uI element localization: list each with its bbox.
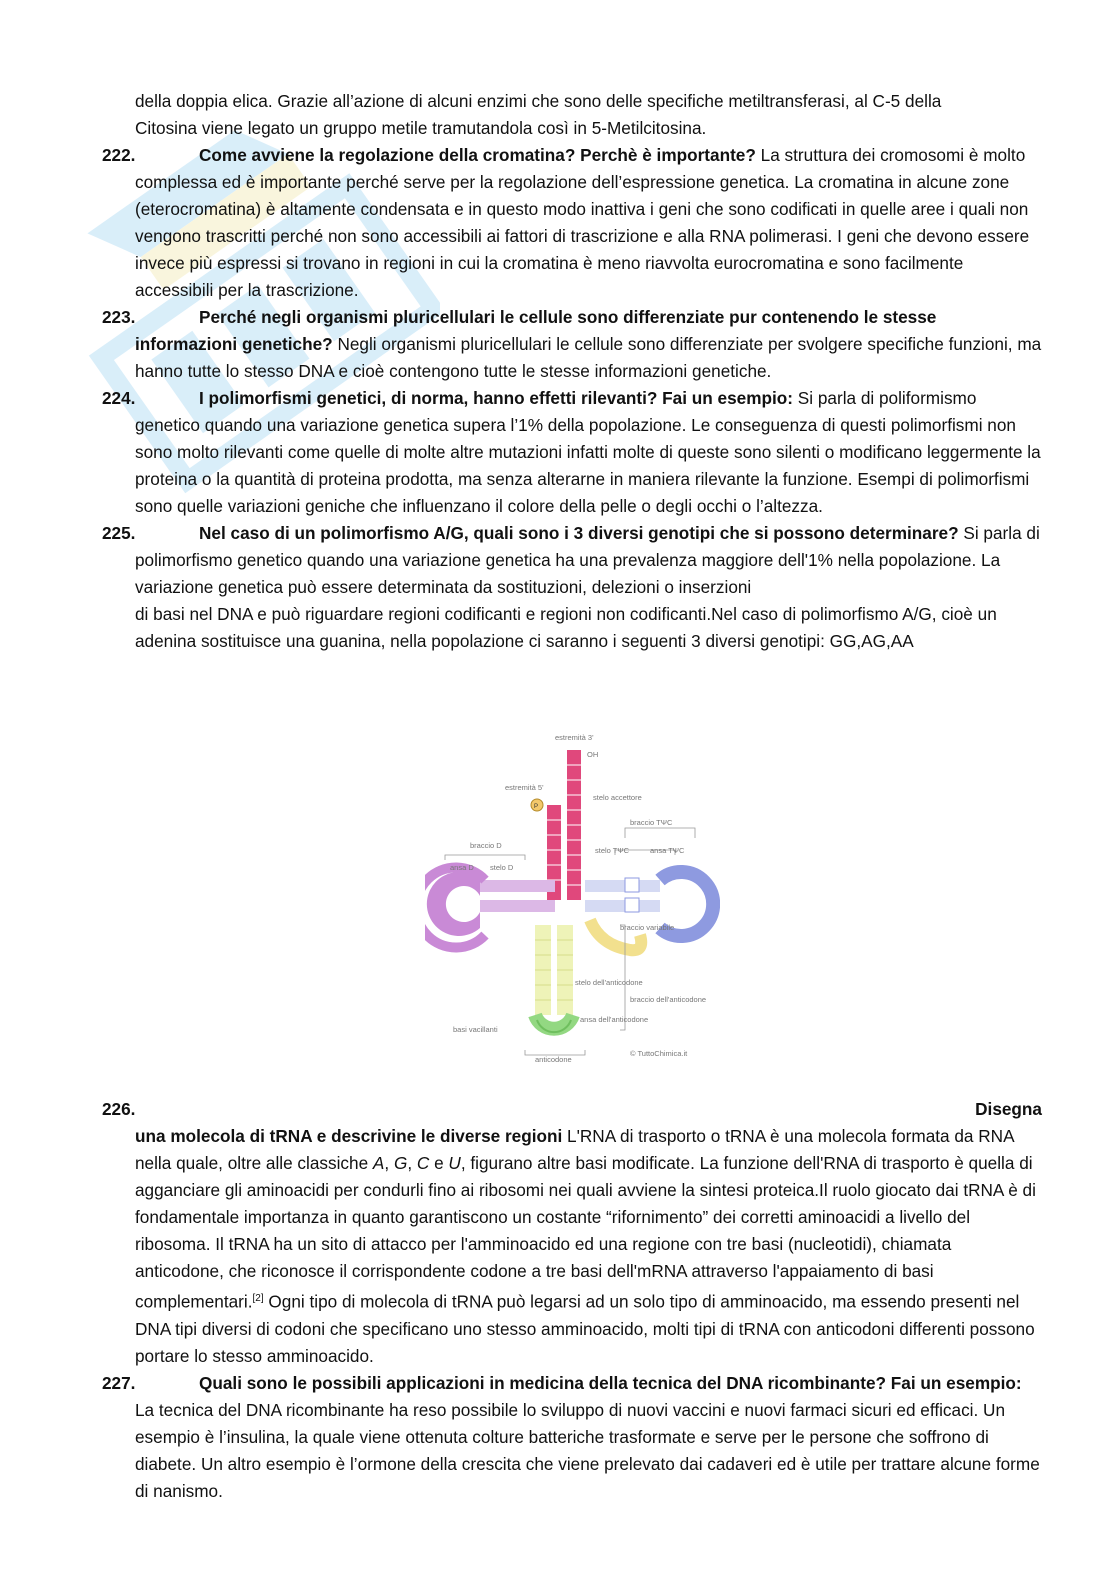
answer-text-continued: di basi nel DNA e può riguardare regioni codificanti e regioni non codificanti.Nel caso di polimorfismo A/G, cioè un adenina sostituisce una guanina, nella popolazione ci saranno i seguenti 3 diversi genotipi: GG,AG,AA — [135, 604, 997, 651]
answer-text: L'RNA di trasporto o tRNA è una molecola formata da RNA nella quale, oltre alle classiche — [135, 1126, 1014, 1173]
label-ansa-anticodone: ansa dell'anticodone — [580, 1015, 649, 1024]
label-braccio-variabile: braccio variabile — [620, 923, 675, 932]
label-braccio-tpsic: braccio TΨC — [630, 818, 673, 827]
question-number: 227. — [102, 1372, 136, 1393]
label-braccio-anticodone: braccio dell'anticodone — [630, 995, 707, 1004]
question-text: Perché negli organismi pluricellulari le cellule sono differenziate pur contenendo le stesse informazioni genetiche? — [135, 307, 937, 354]
base-u: U — [448, 1153, 461, 1173]
question-number: 223. — [102, 307, 136, 327]
label-estremita-3: estremità 3' — [555, 733, 594, 742]
label-stelo-anticodone: stelo dell'anticodone — [575, 978, 643, 987]
label-estremita-5: estremità 5' — [505, 783, 544, 792]
label-stelo-tpsic: stelo TΨC — [595, 846, 630, 855]
trna-diagram — [425, 730, 720, 1070]
intro-line-2: Citosina viene legato un gruppo metile tramutandola così in 5-Metilcitosina. — [135, 118, 707, 138]
answer-text: Negli organismi pluricellulari le cellule sono differenziate per svolgere specifiche funzioni, ma hanno tutte lo stesso DNA e cioè contengono tutte le stesse informazioni genetiche. — [135, 334, 1042, 381]
answer-text: La struttura dei cromosomi è molto complessa ed è importante perché serve per la regolazione dell’espressione genetica. La cromatina in alcune zone (eterocromatina) è altamente condensata e in questo modo inattiva i geni che sono codificati in quelle aree i quali non vengono trascritti perché non sono accessibili ai fattori di trascrizione e alla RNA polimerasi. I geni che devono essere invece più espressi si trovano in regioni in cui la cromatina è meno riavvolta eurocromatina e sono facilmente accessibili per la trascrizione. — [135, 145, 1030, 300]
question-text: Come avviene la regolazione della cromatina? Perchè è importante? — [199, 145, 756, 165]
base-g: G — [393, 1153, 408, 1173]
answer-text-end: Ogni tipo di molecola di tRNA può legarsi ad un solo tipo di amminoacido, ma essendo presenti nel DNA tipi diversi di codoni che specificano uno stesso amminoacido, molti tipi di tRNA con anticodoni differenti possono portare lo stesso amminoacido. — [135, 1291, 1035, 1366]
answer-text: Si parla di polimorfismo genetico quando una variazione genetica ha una prevalenza maggiore dell'1% nella popolazione. La variazione genetica può essere determinata da sostituzioni, delezioni o inserzioni — [135, 523, 1040, 597]
label-ansa-tpsic: ansa TΨC — [650, 846, 685, 855]
question-223 — [102, 304, 1042, 385]
question-text: I polimorfismi genetici, di norma, hanno effetti rilevanti? Fai un esempio: — [199, 388, 794, 408]
label-ansa-d: ansa D — [450, 863, 474, 872]
question-text: una molecola di tRNA e descrivine le diverse regioni — [135, 1126, 563, 1146]
question-222 — [102, 142, 1042, 304]
text-block-top — [102, 88, 1042, 655]
question-224 — [102, 385, 1042, 520]
question-text-start: Disegna — [975, 1099, 1042, 1119]
question-text: Nel caso di un polimorfismo A/G, quali sono i 3 diversi genotipi che si possono determinare? — [199, 523, 959, 543]
base-a: A — [372, 1153, 385, 1173]
intro-line-1: della doppia elica. Grazie all’azione di alcuni enzimi che sono delle specifiche metiltransferasi, al C-5 della — [135, 91, 942, 111]
question-227 — [102, 1370, 1042, 1505]
label-braccio-d: braccio D — [470, 841, 502, 850]
answer-text: Si parla di poliformismo genetico quando una variazione genetica supera l’1% della popolazione. Le conseguenza di questi polimorfismi non sono molto rilevanti come quelle di molte altre mutazioni infatti molte di queste sono silenti o modificano leggermente la proteina o la quantità di proteina prodotta, ma senza alterarne in maniera rilevante la funzione. Esempi di polimorfismi sono quelle variazioni geniche che influenzano il colore della pelle o degli occhi o l’altezza. — [135, 388, 1041, 516]
label-basi-vacillanti: basi vacillanti — [453, 1025, 498, 1034]
question-number: 222. — [102, 145, 136, 165]
question-225 — [102, 520, 1042, 655]
question-number: 224. — [102, 388, 136, 408]
label-copyright: © TuttoChimica.it — [630, 1049, 688, 1058]
question-number: 226. — [102, 1099, 136, 1119]
intro-paragraph — [102, 88, 1042, 142]
label-oh: OH — [587, 750, 599, 759]
question-number: 225. — [102, 523, 136, 543]
label-stelo-accettore: stelo accettore — [593, 793, 642, 802]
text-block-bottom — [102, 1096, 1042, 1505]
question-text: Quali sono le possibili applicazioni in medicina della tecnica del DNA ricombinante? Fai un esempio: — [199, 1372, 1022, 1393]
label-stelo-d: stelo D — [490, 863, 514, 872]
reference-link[interactable]: [2] — [252, 1293, 264, 1304]
label-p: P — [534, 804, 539, 810]
question-226: 226. Disegna una molecola di tRNA e descrivine le diverse regioni L'RNA di trasporto o tRNA è una molecola formata da RNA nella quale, oltre alle classiche A, G, C e U, figurano altre basi modificate. La funzione dell'RNA di trasporto è quella di agganciare gli aminoacidi per condurli fino ai ribosomi nei quali avviene la sintesi proteica.Il ruolo giocato dai tRNA è di fondamentale importanza in quanto garantiscono un costante “rifornimento” dei corretti aminoacidi a livello del ribosoma. Il tRNA ha un sito di attacco per l'amminoacido ed una regione con tre basi (nucleotidi), chiamata anticodone, che riconosce il corrispondente codone a tre basi dell'mRNA attraverso l'appaiamento di basi complementari.[2] Ogni tipo di molecola di tRNA può legarsi ad un solo tipo di amminoacido, ma essendo presenti nel DNA tipi diversi di codoni che specificano uno stesso amminoacido, molti tipi di tRNA con anticodoni differenti possono portare lo stesso amminoacido. — [102, 1096, 1042, 1370]
label-anticodone: anticodone — [535, 1055, 572, 1064]
anticodon-stem — [535, 925, 573, 1015]
answer-text: La tecnica del DNA ricombinante ha reso possibile lo sviluppo di nuovi vaccini e nuovi farmaci sicuri ed efficaci. Un esempio è l’insulina, la quale viene ottenuta colture batteriche trasformate e serve per le persone che soffrono di diabete. Un altro esempio è l’ormone della crescita che viene prelevato dai cadaveri ed è utile per trattare alcune forme di nanismo. — [135, 1399, 1040, 1501]
answer-text-continued: , figurano altre basi modificate. La funzione dell'RNA di trasporto è quella di agganciare gli aminoacidi per condurli fino ai ribosomi nei quali avviene la sintesi proteica.Il ruolo giocato dai tRNA è di fondamentale importanza in quanto garantiscono un costante “rifornimento” dei corretti aminoacidi a livello del ribosoma. Il tRNA ha un sito di attacco per l'amminoacido ed una regione con tre basi (nucleotidi), chiamata anticodone, che riconosce il corrispondente codone a tre basi dell'mRNA attraverso l'appaiamento di basi — [135, 1153, 1036, 1281]
acceptor-stem — [531, 750, 581, 900]
base-c: C — [416, 1153, 430, 1173]
